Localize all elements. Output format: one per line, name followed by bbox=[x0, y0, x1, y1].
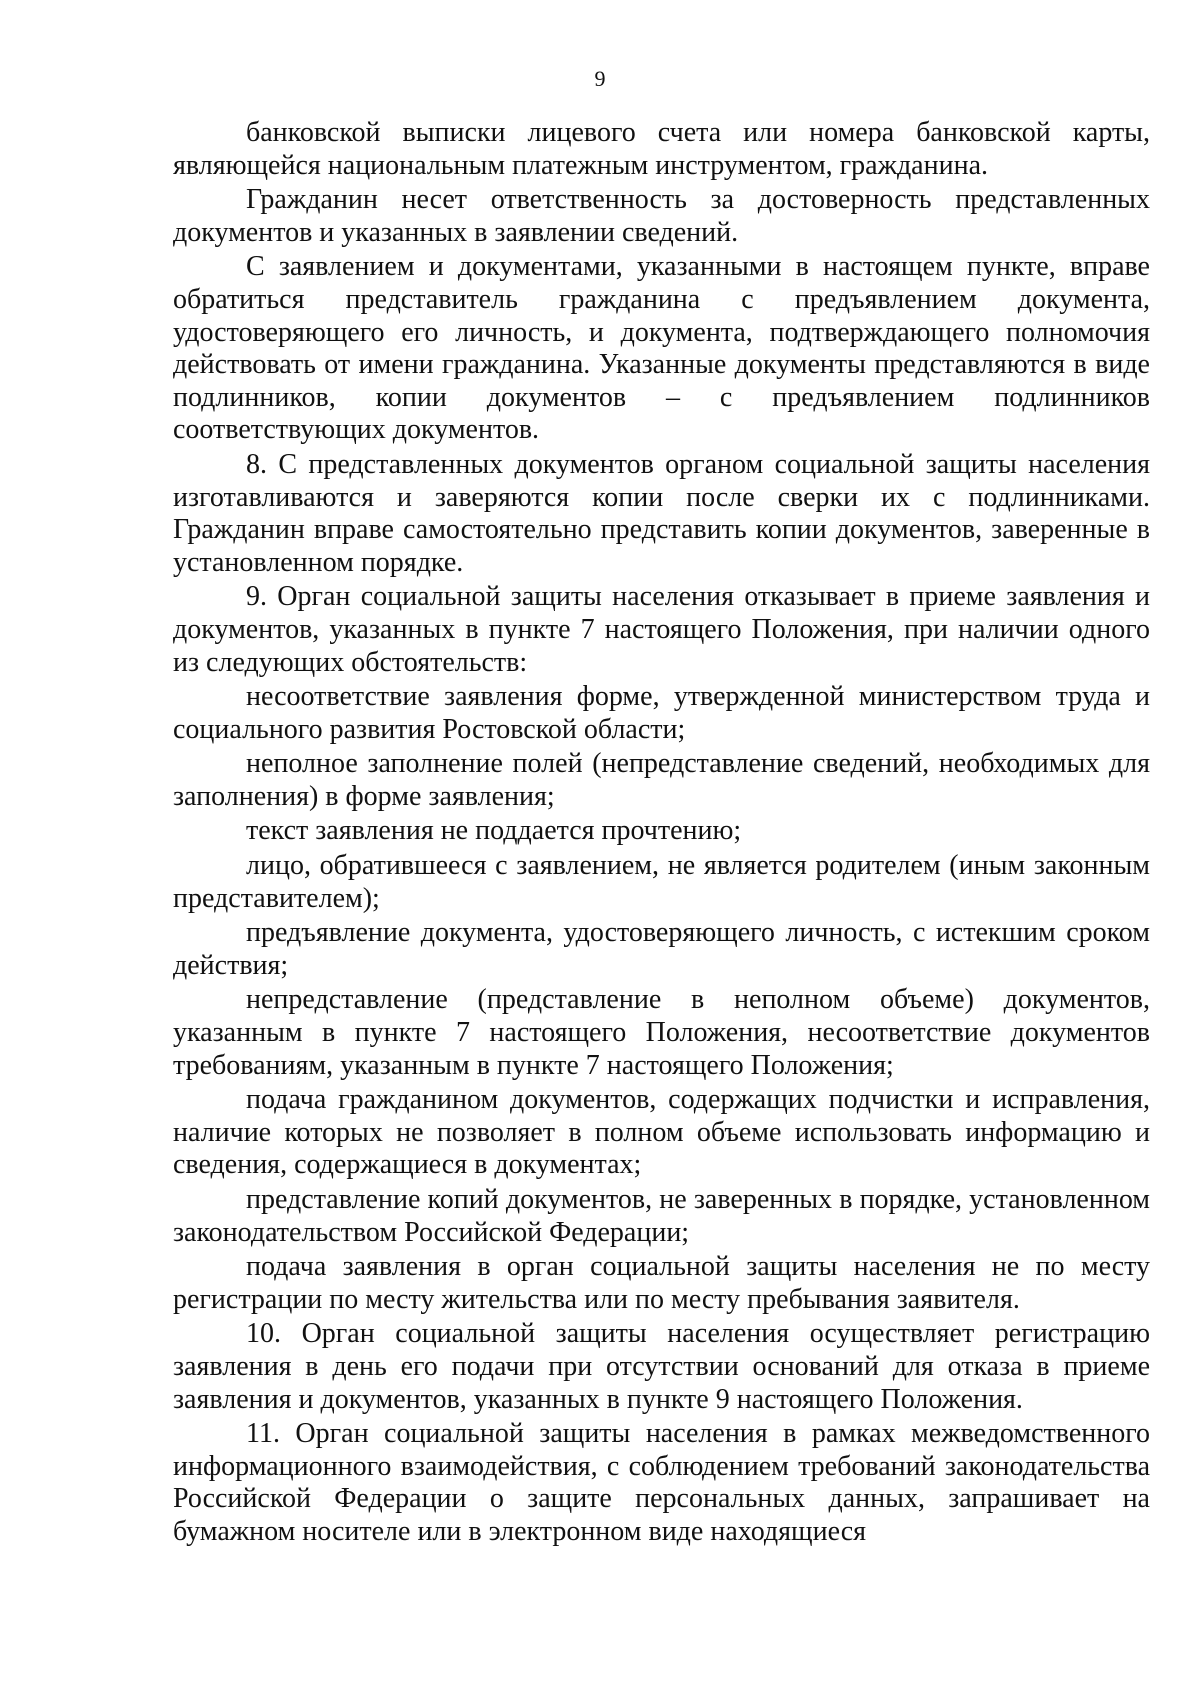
list-item: текст заявления не поддается прочтению; bbox=[246, 815, 742, 847]
list-item: неполное заполнение полей (непредставление сведений, необходимых для заполнения) в форме заявления; bbox=[173, 748, 1150, 812]
paragraph: банковской выписки лицевого счета или номера банковской карты, являющейся национальным платежным инструментом, гражданина. bbox=[173, 117, 1150, 181]
list-item: подача гражданином документов, содержащих подчистки и исправления, наличие которых не позволяет в полном объеме использовать информацию и сведения, содержащиеся в документах; bbox=[173, 1084, 1150, 1181]
list-item: представление копий документов, не заверенных в порядке, установленном законодательством Российской Федерации; bbox=[173, 1184, 1150, 1248]
document-body bbox=[173, 117, 1150, 1549]
paragraph: 9. Орган социальной защиты населения отказывает в приеме заявления и документов, указанных в пункте 7 настоящего Положения, при наличии одного из следующих обстоятельств: bbox=[173, 581, 1150, 678]
paragraph: 10. Орган социальной защиты населения осуществляет регистрацию заявления в день его подачи при отсутствии оснований для отказа в приеме заявления и документов, указанных в пункте 9 настоящего Положения. bbox=[173, 1318, 1150, 1415]
list-item: лицо, обратившееся с заявлением, не является родителем (иным законным представителем); bbox=[173, 850, 1150, 914]
list-item: предъявление документа, удостоверяющего личность, с истекшим сроком действия; bbox=[173, 917, 1150, 981]
list-item: подача заявления в орган социальной защиты населения не по месту регистрации по месту жительства или по месту пребывания заявителя. bbox=[173, 1251, 1150, 1315]
list-item: несоответствие заявления форме, утвержденной министерством труда и социального развития Ростовской области; bbox=[173, 681, 1150, 745]
paragraph: Гражданин несет ответственность за достоверность представленных документов и указанных в заявлении сведений. bbox=[173, 184, 1150, 248]
page-number: 9 bbox=[594, 66, 606, 91]
paragraph: С заявлением и документами, указанными в настоящем пункте, вправе обратиться представитель гражданина с предъявлением документа, удостоверяющего его личность, и документа, подтверждающего полномочия действовать от имени гражданина. Указанные документы представляются в виде подлинников, копии документов – с предъявлением подлинников соответствующих документов. bbox=[173, 251, 1150, 446]
paragraph: 8. С представленных документов органом социальной защиты населения изготавливаются и заверяются копии после сверки их с подлинниками. Гражданин вправе самостоятельно представить копии документов, заверенные в установленном порядке. bbox=[173, 448, 1150, 578]
paragraph: 11. Орган социальной защиты населения в рамках межведомственного информационного взаимодействия, с соблюдением требований законодательства Российской Федерации о защите персональных данных, запрашивает на бумажном носителе или в электронном виде находящиеся bbox=[173, 1418, 1150, 1547]
list-item: непредставление (представление в неполном объеме) документов, указанным в пункте 7 настоящего Положения, несоответствие документов требованиям, указанным в пункте 7 настоящего Положения; bbox=[173, 984, 1150, 1081]
